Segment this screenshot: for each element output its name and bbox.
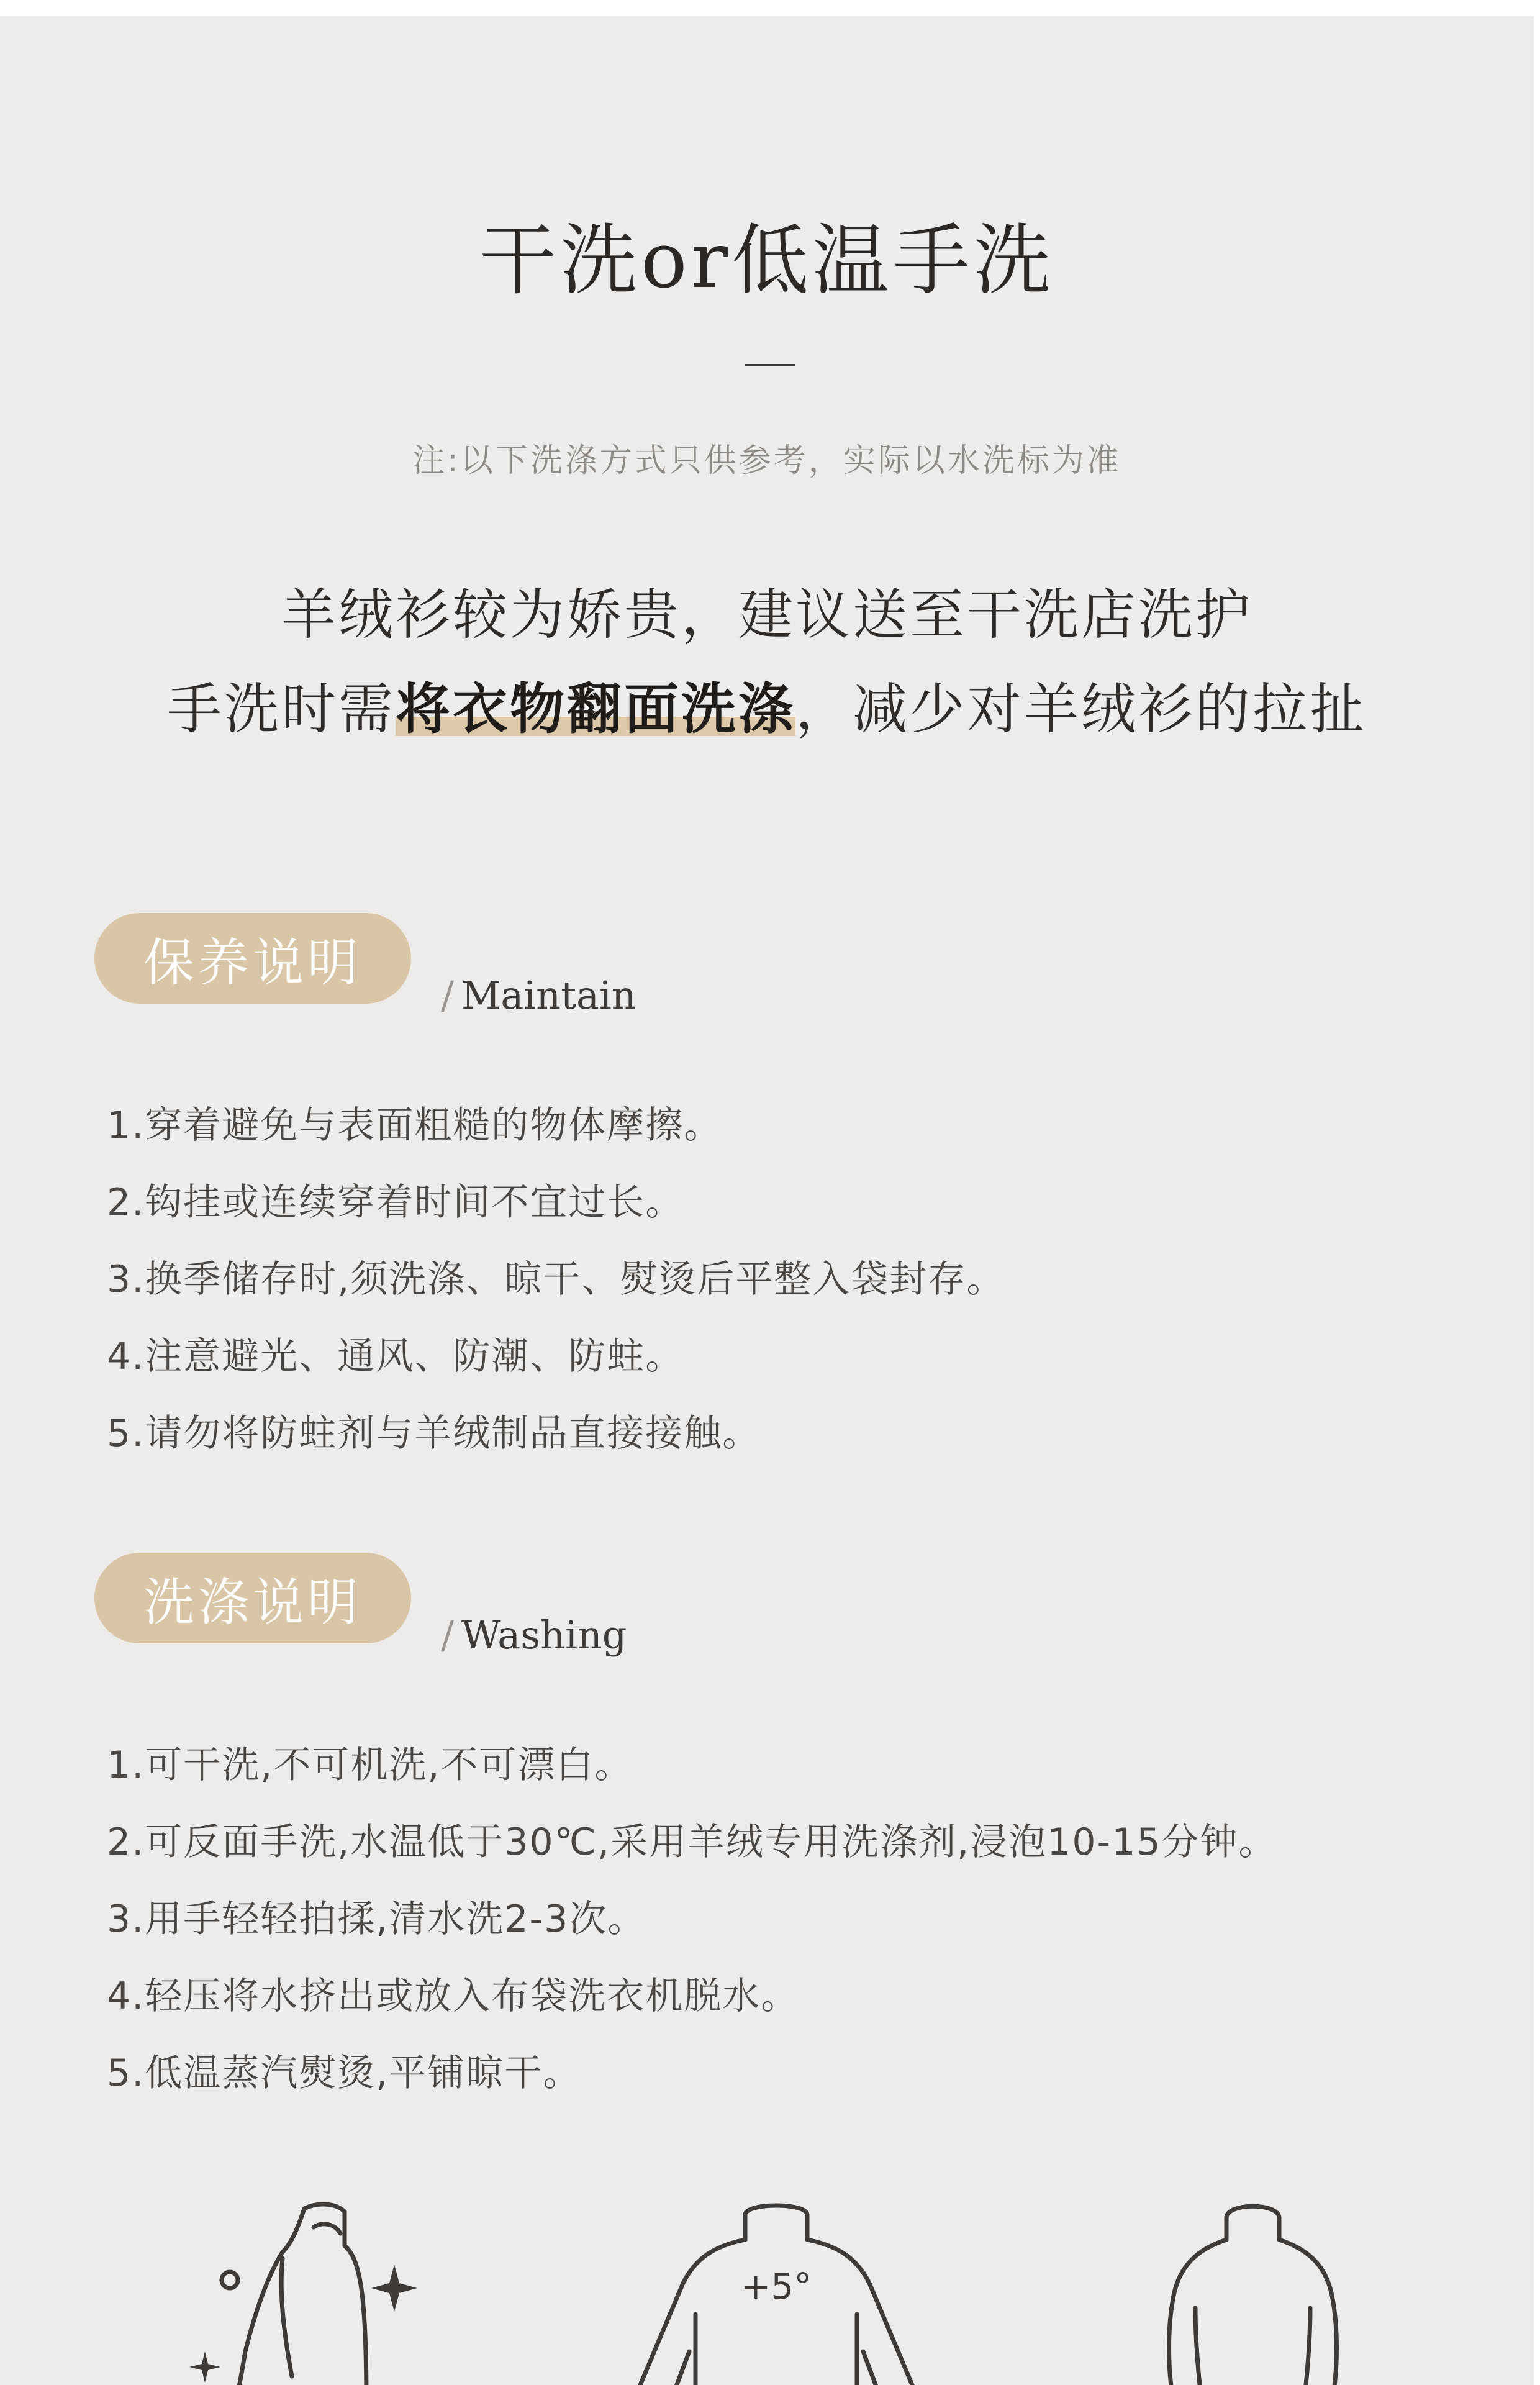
care-instructions-page <box>0 16 1534 2385</box>
sweater-icon <box>1169 2206 1337 2385</box>
sparkle-sweater-icon <box>189 2204 417 2385</box>
maintain-list <box>107 1104 1005 1492</box>
list-item: 1.穿着避免与表面粗糙的物体摩擦。 <box>107 1104 723 1147</box>
page-title: 干洗or低温手洗 <box>479 216 1054 306</box>
slash-divider: / <box>441 973 454 1018</box>
intro-line-2-suffix: ，减少对羊绒衫的拉扯 <box>795 677 1367 741</box>
slash-divider: / <box>441 1612 454 1658</box>
list-item: 4.轻压将水挤出或放入布袋洗衣机脱水。 <box>107 1974 800 2018</box>
list-item: 3.用手轻轻拍揉,清水洗2-3次。 <box>107 1897 646 1941</box>
intro-line-2-prefix: 手洗时需 <box>166 677 396 741</box>
title-divider <box>745 364 795 366</box>
temperature-label: +5° <box>740 2265 812 2307</box>
list-item: 3.换季储存时,须洗涤、晾干、熨烫后平整入袋封存。 <box>107 1258 1005 1301</box>
intro-line-2 <box>0 677 1534 741</box>
intro-line-1: 羊绒衫较为娇贵，建议送至干洗店洗护 <box>281 583 1252 647</box>
maintain-section-subtitle <box>441 973 636 1018</box>
washing-section-subtitle <box>441 1612 627 1658</box>
care-icons-row <box>0 2190 1534 2385</box>
maintain-section-label-en: Maintain <box>461 973 636 1018</box>
list-item: 2.钩挂或连续穿着时间不宜过长。 <box>107 1181 684 1224</box>
washing-list <box>107 1743 1277 2132</box>
list-item: 2.可反面手洗,水温低于30℃,采用羊绒专用洗涤剂,浸泡10-15分钟。 <box>107 1820 1277 1864</box>
intro-highlight: 将衣物翻面洗涤 <box>395 677 795 741</box>
washing-section-label: 洗涤说明 <box>143 1573 362 1632</box>
washing-section-badge <box>94 1553 411 1643</box>
list-item: 5.低温蒸汽熨烫,平铺晾干。 <box>107 2051 582 2095</box>
reference-note: 注:以下洗涤方式只供参考，实际以水洗标为准 <box>412 442 1121 479</box>
list-item: 5.请勿将防蛀剂与羊绒制品直接接触。 <box>107 1412 761 1455</box>
list-item: 1.可干洗,不可机洗,不可漂白。 <box>107 1743 633 1787</box>
maintain-section-label: 保养说明 <box>143 933 362 993</box>
list-item: 4.注意避光、通风、防潮、防蛀。 <box>107 1335 684 1378</box>
washing-section-label-en: Washing <box>461 1612 627 1658</box>
maintain-section-badge <box>94 913 411 1004</box>
